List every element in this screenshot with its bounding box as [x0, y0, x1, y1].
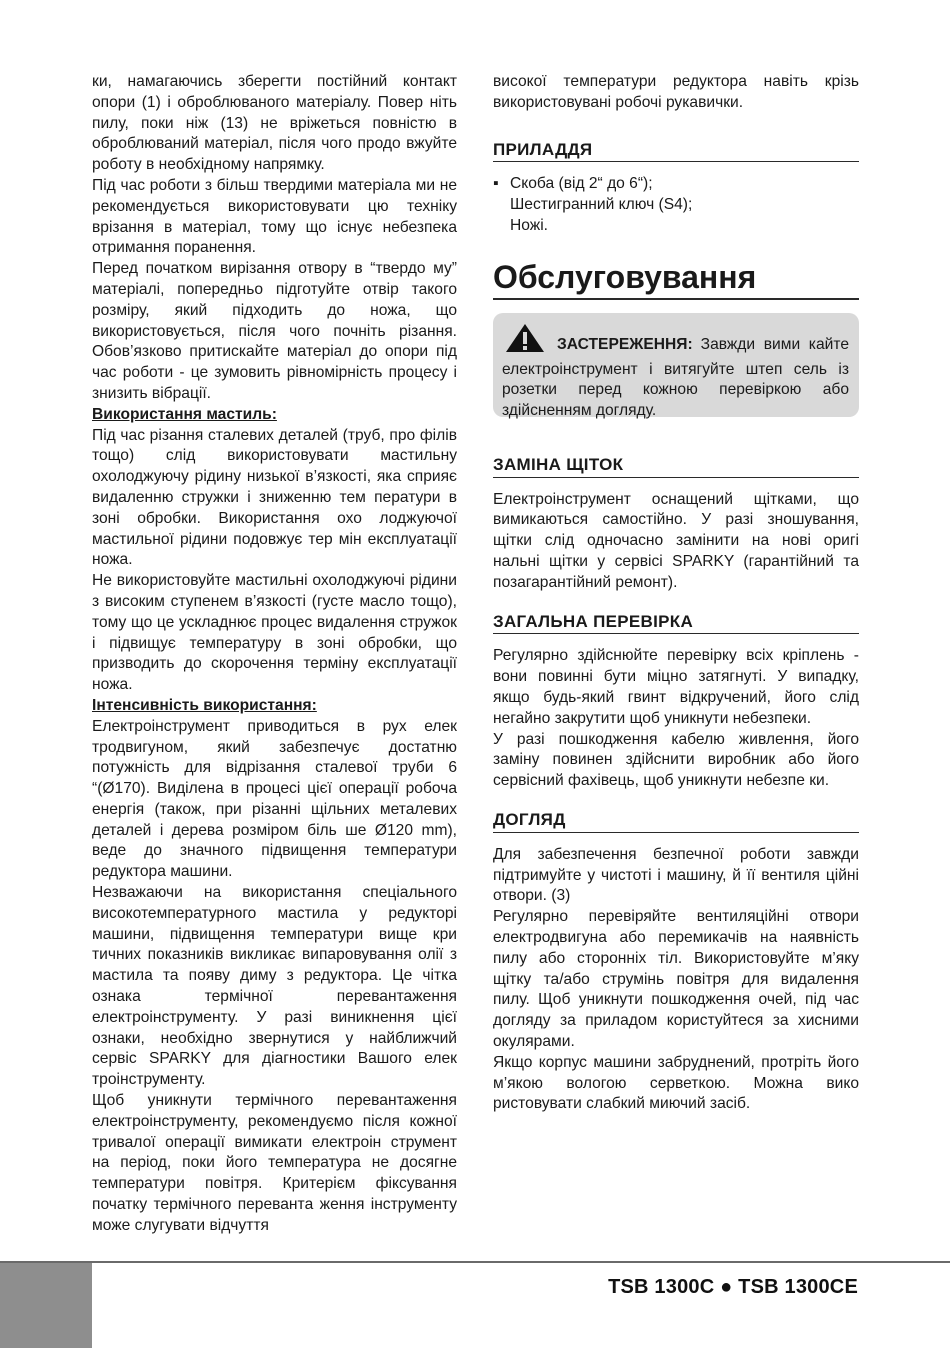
- footer-rule: [0, 1261, 950, 1263]
- warning-label: ЗАСТЕРЕЖЕННЯ:: [557, 335, 693, 353]
- accessory-item: Шестигранний ключ (S4);: [510, 196, 693, 214]
- paragraph: ки, намагаючись зберегти постійний контакт опори (1) і оброблюваного матеріалу. Повер ніть пилу, поки ніж (13) не вріжеться повністю в оброблюваний матеріал, після чого продо вжуйте роботу в необхідному напрямку.: [92, 73, 457, 174]
- inspection-heading: ЗАГАЛЬНА ПЕРЕВІРКА: [493, 612, 859, 635]
- warning-box: [493, 313, 859, 420]
- paragraph: Регулярно перевіряйте вентиляційні отвори електродвигуна або перемикачів на наявність пилу або сторонніх тіл. Використовуйте м’яку щітку та/або струмінь повітря для видалення пилу. Щоб уникнути пошкодження очей, під час догляду за приладом користуйтеся за хисними окулярами.: [493, 908, 859, 1050]
- paragraph: Щоб уникнути термічного перевантаження електроінструменту, рекомендуємо після кожної тривалої операції вимикати електроін струмент на період, поки його температура не досягне температури повітря. Критерієм фіксування початку термічного перевантa ження інструменту може слугувати відчуття: [92, 1092, 457, 1234]
- paragraph: Регулярно здійснюйте перевірку всіх кріплень - вони повинні бути міцно затягнуті. У випадку, якщо будь-який гвинт відкручений, його слід негайно закрутити щоб уникнути небезпеки.: [493, 647, 859, 727]
- accessory-item: Ножі.: [510, 216, 548, 234]
- warning-text: Завжди вими кайте електроінструмент і витягуйте штеп сель із розетки перед кожною перевіркою або здійсненням догляду.: [502, 335, 849, 420]
- care-heading: ДОГЛЯД: [493, 810, 859, 833]
- brushes-heading: ЗАМІНА ЩІТОК: [493, 455, 859, 478]
- footer-page-tab: [0, 1263, 92, 1348]
- left-column: [92, 72, 457, 1237]
- paragraph: Електроінструмент оснащений щітками, що вимикаються самостійно. У разі зношування, щітки слід одночасно замінити на нові оригі нальні щітки у сервісі SPARKY (гарантійний та позагарантійний ремонт).: [493, 490, 859, 591]
- accessories-heading: ПРИЛАДДЯ: [493, 140, 859, 163]
- paragraph: У разі пошкодження кабелю живлення, його заміну повинен здійснити виробник або його сервісний фахівець, щоб уникнути небезпе ки.: [493, 730, 859, 790]
- right-column: [493, 72, 859, 1115]
- lubricant-subheading: Використання мастиль:: [92, 405, 277, 423]
- list-item: [493, 174, 859, 236]
- paragraph: Електроінструмент приводиться в рух елек тродвигуном, який забезпечує достатню потужність для відрізання сталевої труби 6 “(Ø170). Виділена в процесі цієї операції робоча енергія (також, при різанні щільних металевих деталей і дерева розміром біль ше Ø120 mm), веде до значного підвищення температури редуктора машини.: [92, 717, 457, 881]
- paragraph: Якщо корпус машини забруднений, протріть його м’якою вологою серветкою. Можна вико ристовувати слабкий миючий засіб.: [493, 1053, 859, 1113]
- paragraph: Незважаючи на використання спеціального високотемпературного мастила у редукторі машини, підвищення температури вище кри тичних показників викликає випаровування олії з мастила та появу диму з редуктора. Це чітка ознака термічної перевантаження електроінструменту. У разі виникнення цієї ознаки, необхідно звернутися у найближчий сервіс SPARKY для діагностики Вашого елек троінструменту.: [92, 884, 457, 1089]
- footer-model-name: TSB 1300C ● TSB 1300CE: [608, 1276, 858, 1298]
- warning-triangle-icon: [505, 323, 545, 360]
- paragraph: Під час роботи з більш твердими матеріала ми не рекомендується використовувати цю техніку врізання в матеріал, тому що існує небезпека отримання поранення.: [92, 176, 457, 257]
- paragraph: Під час різання сталевих деталей (труб, про філів тощо) слід використовувати мастильну охолоджуючу рідину низької в’язкості, яка сприяє видаленню стружки і зниженню тем ператури в зоні обробки. Використання охо лоджуючої мастильної рідини подовжує тер мін експлуатації ножа.: [92, 426, 457, 569]
- paragraph: Для забезпечення безпечної роботи завжди підтримуйте у чистоті і машину, й її вентиля ційні отвори. (3): [493, 845, 859, 905]
- intensity-subheading: Інтенсивність використання:: [92, 696, 317, 714]
- paragraph: Перед початком вирізання отвору в “твердо му” матеріалі, попередньо підготуйте отвір такого розміру, який підходить до ножа, що використовується, після чого почніть різання. Обов’язково притискайте матеріал до опори під час роботи - це зумовить рівномірність процесу і знизить вібрації.: [92, 260, 457, 402]
- bullet-icon: ▪: [493, 175, 499, 193]
- paragraph: Не використовуйте мастильні охолоджуючі рідини з високим ступенем в’язкості (густе масло тощо), тому що це ускладнює процес видалення стружок і підвищує температуру в зоні обробки, що призводить до скорочення терміну експлуатації ножа.: [92, 572, 457, 694]
- maintenance-title: Обслуговування: [493, 257, 859, 300]
- accessories-list: [493, 174, 859, 236]
- paragraph: високої температури редуктора навіть крізь використовувані робочі рукавички.: [493, 73, 859, 111]
- accessory-item: Скоба (від 2“ до 6“);: [510, 175, 653, 193]
